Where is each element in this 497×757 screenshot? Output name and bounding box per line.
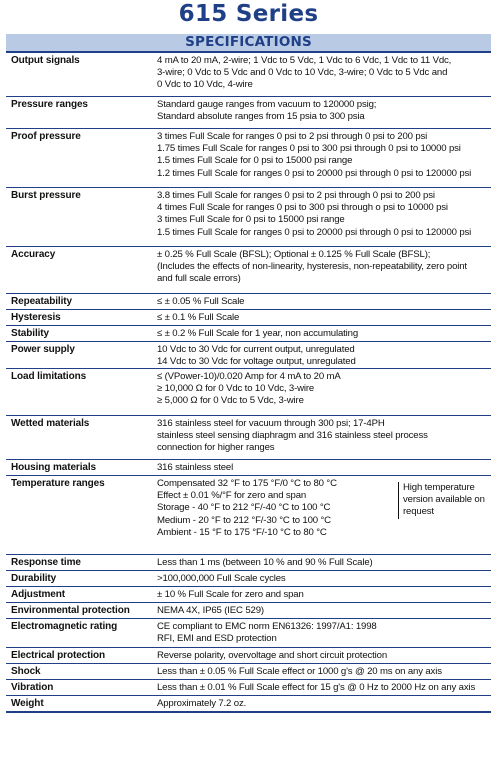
spec-value-line: Standard absolute ranges from 15 psia to 300 psia [157,111,365,123]
spec-row-weight [6,696,491,713]
spec-label: Stability [11,328,49,339]
spec-side-note-line: High temperature [403,482,475,493]
spec-row-electrical-protection [6,648,491,664]
spec-value [157,557,373,569]
spec-value-line: ≥ 5,000 Ω for 0 Vdc to 5 Vdc, 3-wire [157,395,304,407]
spec-value-line: 316 stainless steel [157,462,234,473]
spec-value-line: ≤ ± 0.05 % Full Scale [157,296,245,307]
spec-value-line: 1.5 times Full Scale for 0 psi to 15000 psi range [157,155,353,167]
spec-row-housing-materials [6,460,491,476]
spec-label: Repeatability [11,296,72,307]
spec-label: Hysteresis [11,312,61,323]
spec-value-line: Ambient - 15 °F to 175 °F/-10 °C to 80 °C [157,526,327,538]
spec-value-line: stainless steel sensing diaphragm and 316 stainless steel process [157,430,428,442]
spec-value-line: ≤ (VPower-10)/0.020 Amp for 4 mA to 20 mA [157,371,341,382]
spec-value-line: 1.2 times Full Scale for ranges 0 psi to 20000 psi through 0 psi to 120000 psi [157,167,472,179]
spec-label: Proof pressure [11,131,81,142]
spec-value-line: 1.75 times Full Scale for ranges 0 psi to 300 psi through 0 psi to 10000 psi [157,143,461,155]
spec-label: Accuracy [11,249,56,260]
spec-row-electromagnetic-rating [6,619,491,648]
spec-row-burst-pressure [6,188,491,247]
spec-value-line: ≥ 10,000 Ω for 0 Vdc to 10 Vdc, 3-wire [157,383,315,395]
spec-label: Electrical protection [11,650,106,661]
spec-value [157,328,358,340]
spec-value [157,190,471,239]
spec-row-durability [6,571,491,587]
spec-value-line: RFI, EMI and ESD protection [157,633,277,645]
spec-value [157,573,286,585]
spec-value [157,650,387,662]
spec-side-note-line: request [403,506,434,518]
spec-label: Load limitations [11,371,87,382]
spec-value-line: 3 times Full Scale for 0 psi to 15000 psi range [157,214,345,226]
spec-value [157,99,376,123]
spec-label: Environmental protection [11,605,130,616]
spec-value [157,55,451,92]
spec-row-stability [6,326,491,342]
spec-value [157,682,475,694]
spec-value [157,478,337,539]
spec-value-line: Less than 1 ms (between 10 % and 90 % Full Scale) [157,557,373,568]
spec-value [157,462,233,474]
spec-value [157,312,239,324]
spec-value-line: Reverse polarity, overvoltage and short circuit protection [157,650,388,661]
spec-value-line: ≤ ± 0.1 % Full Scale [157,312,240,323]
spec-value-line: 1.5 times Full Scale for ranges 0 psi to 20000 psi through 0 psi to 120000 psi [157,226,472,238]
spec-label: Adjustment [11,589,66,600]
spec-label: Output signals [11,55,80,66]
spec-label: Wetted materials [11,418,90,429]
spec-value-line: ≤ ± 0.2 % Full Scale for 1 year, non accumulating [157,328,359,339]
spec-value-line: Less than ± 0.05 % Full Scale effect or 1000 g's @ 20 ms on any axis [157,666,442,677]
spec-value-line: ± 10 % Full Scale for zero and span [157,589,304,600]
spec-value-line: >100,000,000 Full Scale cycles [157,573,286,584]
specifications-table [6,53,491,713]
spec-row-load-limitations [6,369,491,416]
spec-row-power-supply [6,342,491,369]
spec-row-pressure-ranges [6,97,491,129]
spec-label: Electromagnetic rating [11,621,118,632]
spec-label: Shock [11,666,41,677]
spec-row-wetted-materials [6,416,491,460]
spec-label: Burst pressure [11,190,81,201]
spec-value-line: (Includes the effects of non-linearity, hysteresis, non-repeatability, zero point [157,261,467,273]
spec-value [157,621,377,645]
spec-value-line: Storage - 40 °F to 212 °F/-40 °C to 100 °C [157,502,331,514]
spec-value-line: 14 Vdc to 30 Vdc for voltage output, unregulated [157,356,356,368]
spec-label: Temperature ranges [11,478,105,489]
spec-value-line: 3 times Full Scale for ranges 0 psi to 2 psi through 0 psi to 200 psi [157,131,428,142]
spec-value-line: Less than ± 0.01 % Full Scale effect for 15 g's @ 0 Hz to 2000 Hz on any axis [157,682,476,693]
series-title: 615 Series [178,1,319,27]
spec-row-temperature-ranges [6,476,491,555]
spec-value-line: 10 Vdc to 30 Vdc for current output, unregulated [157,344,355,355]
spec-value [157,698,246,710]
spec-label: Weight [11,698,44,709]
spec-value [157,249,467,286]
spec-value [157,296,244,308]
specifications-heading: SPECIFICATIONS [185,34,312,50]
spec-value-line: 3.8 times Full Scale for ranges 0 psi to 2 psi through 0 psi to 200 psi [157,190,435,201]
spec-value-line: 0 Vdc to 10 Vdc, 4-wire [157,79,253,91]
spec-value-line: Medium - 20 °F to 212 °F/-30 °C to 100 °C [157,514,331,526]
spec-row-proof-pressure [6,129,491,188]
spec-value [157,666,442,678]
spec-value-line: 4 times Full Scale for ranges 0 psi to 300 psi through o psi to 10000 psi [157,202,448,214]
spec-value [157,344,356,368]
spec-label: Pressure ranges [11,99,88,110]
spec-row-hysteresis [6,310,491,326]
spec-value-line: Approximately 7.2 oz. [157,698,247,709]
spec-value [157,371,341,408]
spec-row-adjustment [6,587,491,603]
spec-row-output-signals [6,53,491,97]
spec-value-line: CE compliant to EMC norm EN61326: 1997/A1: 1998 [157,621,377,632]
spec-row-shock [6,664,491,680]
specifications-header-band [6,34,491,51]
spec-value-line: ± 0.25 % Full Scale (BFSL); Optional ± 0.125 % Full Scale (BFSL); [157,249,431,260]
spec-value-line: Effect ± 0.01 %/°F for zero and span [157,490,307,502]
spec-value-line: 316 stainless steel for vacuum through 300 psi; 17-4PH [157,418,385,429]
spec-value [157,605,264,617]
spec-value-line: 3-wire; 0 Vdc to 5 Vdc and 0 Vdc to 10 Vdc, 3-wire; 0 Vdc to 5 Vdc and [157,67,448,79]
spec-label: Housing materials [11,462,96,473]
spec-label: Response time [11,557,81,568]
spec-value [157,131,471,180]
spec-value [157,418,428,455]
spec-value-line: and full scale errors) [157,273,241,285]
spec-value [157,589,304,601]
spec-value-line: connection for higher ranges [157,442,275,454]
spec-side-note [398,482,495,519]
spec-value-line: Standard gauge ranges from vacuum to 120000 psig; [157,99,377,110]
spec-label: Power supply [11,344,75,355]
spec-label: Durability [11,573,57,584]
spec-value-line: NEMA 4X, IP65 (IEC 529) [157,605,264,616]
spec-value-line: Compensated 32 °F to 175 °F/0 °C to 80 °C [157,478,337,489]
spec-side-note-line: version available on [403,494,485,506]
spec-row-accuracy [6,247,491,294]
spec-row-repeatability [6,294,491,310]
spec-row-environmental-protection [6,603,491,619]
spec-row-response-time [6,555,491,571]
spec-value-line: 4 mA to 20 mA, 2-wire; 1 Vdc to 5 Vdc, 1 Vdc to 6 Vdc, 1 Vdc to 11 Vdc, [157,55,452,66]
spec-label: Vibration [11,682,54,693]
spec-row-vibration [6,680,491,696]
